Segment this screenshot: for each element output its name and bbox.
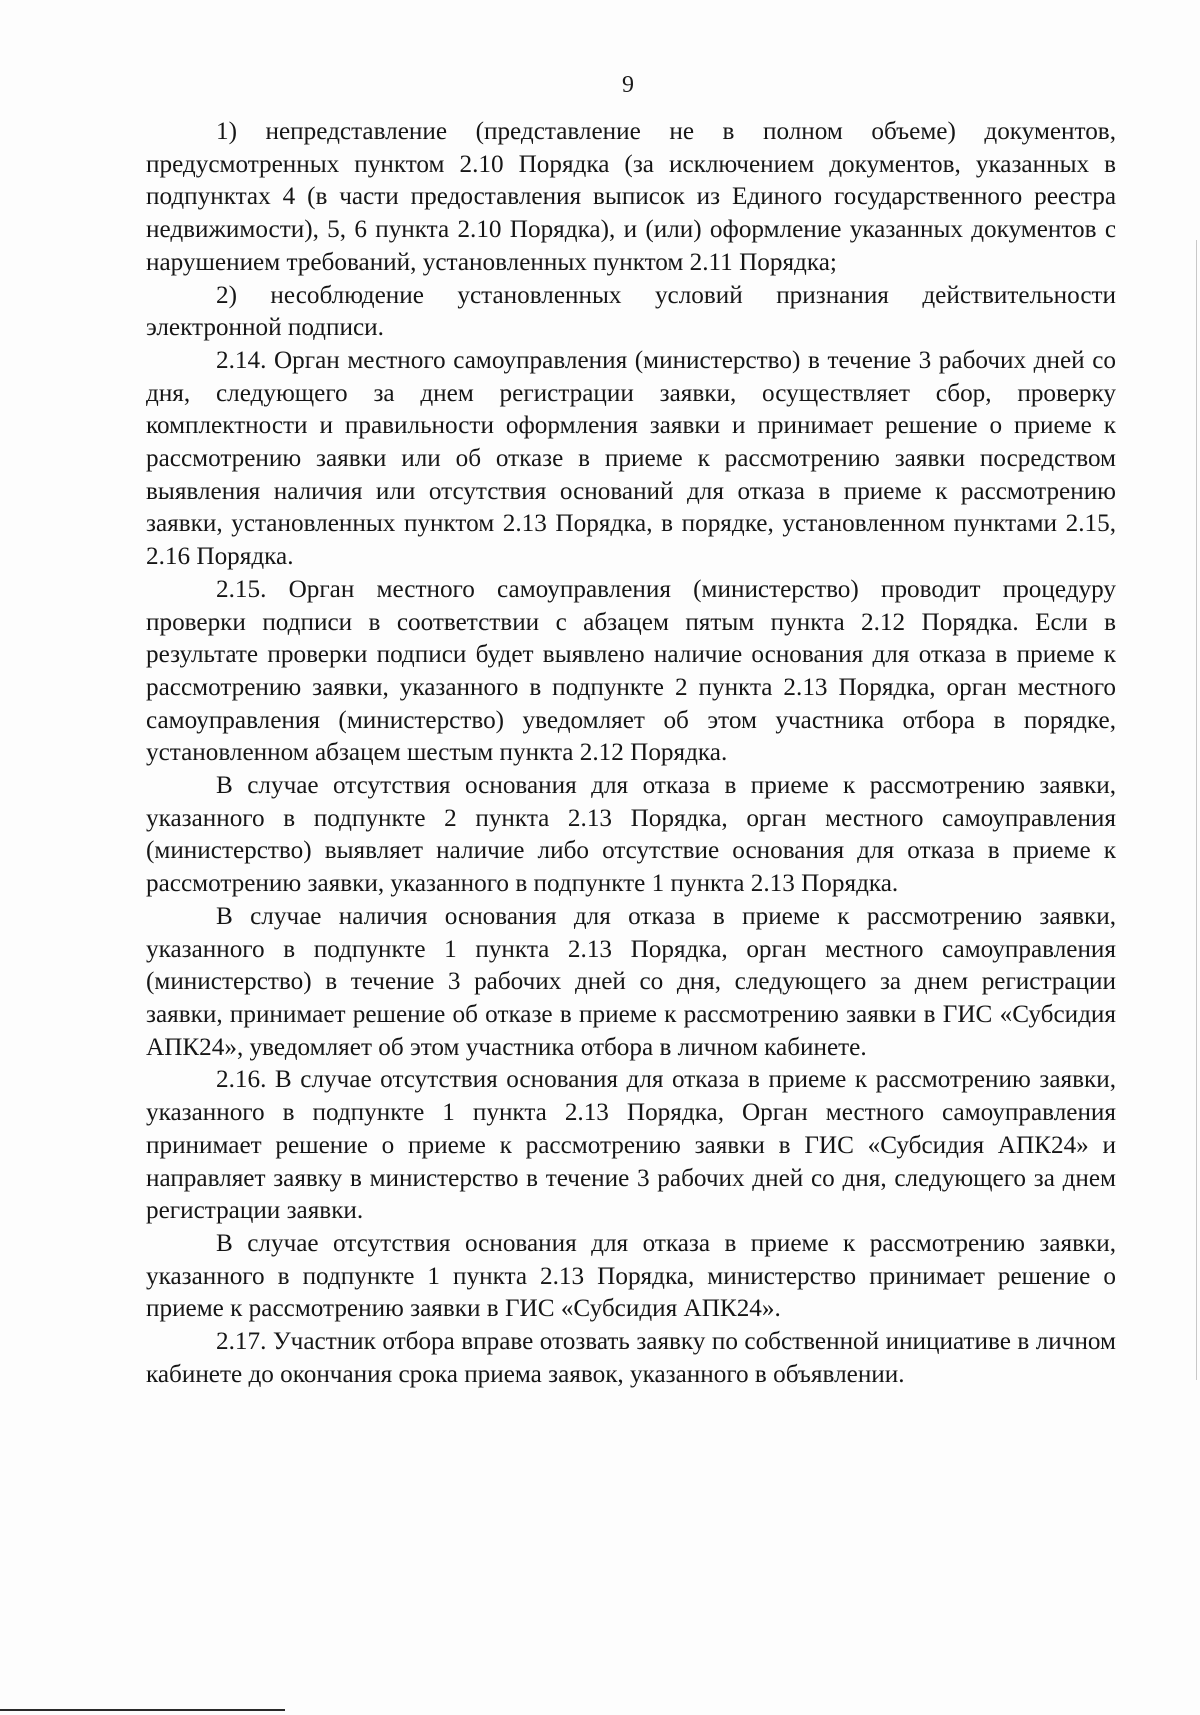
page-number: 9 xyxy=(622,72,634,98)
paragraph-subitem-2: 2) несоблюдение установленных условий признания действительности электронной подписи. xyxy=(146,281,1116,342)
document-body xyxy=(146,116,1116,1391)
paragraph-2-14: 2.14. Орган местного самоуправления (министерство) в течение 3 рабочих дней со дня, следующего за днем регистрации заявки, осуществляет сбор, проверку комплектности и правильности оформления заявки и принимает решение о приеме к рассмотрению заявки или об отказе в приеме к рассмотрению заявки посредством выявления наличия или отсутствия оснований для отказа в приеме к рассмотрению заявки, установленных пунктом 2.13 Порядка, в порядке, установленном пунктами 2.15, 2.16 Порядка. xyxy=(146,346,1116,571)
scan-edge-line xyxy=(1196,240,1197,1380)
paragraph-2-15: 2.15. Орган местного самоуправления (министерство) проводит процедуру проверки подписи в соответствии с абзацем пятым пункта 2.12 Порядка. Если в результате проверки подписи будет выявлено наличие основания для отказа в приеме к рассмотрению заявки, указанного в подпункте 2 пункта 2.13 Порядка, орган местного самоуправления (министерство) уведомляет об этом участника отбора в порядке, установленном абзацем шестым пункта 2.12 Порядка. xyxy=(146,575,1116,767)
paragraph-2-16-ministry: В случае отсутствия основания для отказа в приеме к рассмотрению заявки, указанного в подпункте 1 пункта 2.13 Порядка, министерство принимает решение о приеме к рассмотрению заявки в ГИС «Субсидия АПК24». xyxy=(146,1229,1116,1323)
scan-bottom-line xyxy=(0,1709,285,1711)
paragraph-2-15-absence: В случае отсутствия основания для отказа в приеме к рассмотрению заявки, указанного в подпункте 2 пункта 2.13 Порядка, орган местного самоуправления (министерство) выявляет наличие либо отсутствие основания для отказа в приеме к рассмотрению заявки, указанного в подпункте 1 пункта 2.13 Порядка. xyxy=(146,772,1116,898)
paragraph-2-17: 2.17. Участник отбора вправе отозвать заявку по собственной инициативе в личном кабинете до окончания срока приема заявок, указанного в объявлении. xyxy=(146,1328,1116,1388)
paragraph-2-16: 2.16. В случае отсутствия основания для отказа в приеме к рассмотрению заявки, указанного в подпункте 1 пункта 2.13 Порядка, Орган местного самоуправления принимает решение о приеме к рассмотрению заявки в ГИС «Субсидия АПК24» и направляет заявку в министерство в течение 3 рабочих дней со дня, следующего за днем регистрации заявки. xyxy=(146,1066,1116,1225)
paragraph-2-15-presence: В случае наличия основания для отказа в приеме к рассмотрению заявки, указанного в подпункте 1 пункта 2.13 Порядка, орган местного самоуправления (министерство) в течение 3 рабочих дней со дня, следующего за днем регистрации заявки, принимает решение об отказе в приеме к рассмотрению заявки в ГИС «Субсидия АПК24», уведомляет об этом участника отбора в личном кабинете. xyxy=(146,902,1116,1061)
paragraph-subitem-1: 1) непредставление (представление не в полном объеме) документов, предусмотренных пунктом 2.10 Порядка (за исключением документов, указанных в подпунктах 4 (в части предоставления выписок из Единого государственного реестра недвижимости), 5, 6 пункта 2.10 Порядка), и (или) оформление указанных документов с нарушением требований, установленных пунктом 2.11 Порядка; xyxy=(146,118,1116,276)
